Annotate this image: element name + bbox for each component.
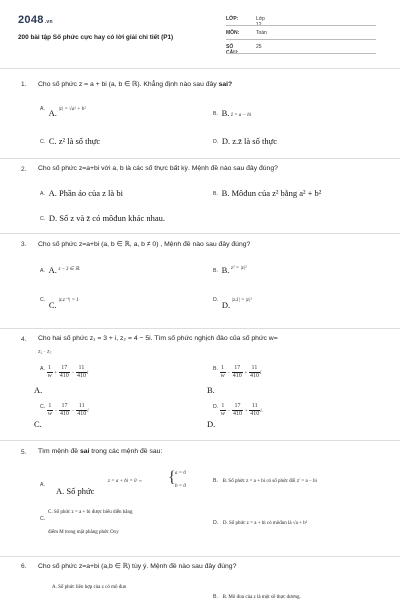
sign: + [244, 371, 248, 377]
option-b[interactable] [213, 365, 261, 380]
meta-count-value: 25 [256, 44, 262, 50]
option-a[interactable] [52, 584, 126, 590]
document-header [0, 0, 400, 64]
denominator: w [220, 411, 225, 417]
denominator: 410 [250, 411, 260, 417]
divider [0, 158, 400, 159]
option-key: D. [213, 297, 219, 303]
option-c[interactable] [40, 213, 165, 223]
fraction [249, 403, 260, 418]
system-line-1: a = 0 [175, 471, 186, 476]
divider [0, 440, 400, 441]
numerator: 11 [249, 365, 260, 373]
numerator: 17 [59, 365, 70, 373]
question-text-bold: sai? [218, 81, 233, 88]
option-label: B. [221, 265, 230, 275]
denominator: 410 [249, 373, 259, 379]
option-key: A. [40, 106, 45, 112]
sign: − [227, 371, 231, 377]
option-d[interactable] [213, 297, 252, 310]
option-label: A. Số phức liên hợp của z có mô đun [52, 585, 127, 590]
option-label: D. [207, 419, 216, 429]
option-label: D. Số z và z̄ có môđun khác nhau. [48, 213, 165, 223]
question-number: 4. [21, 336, 27, 343]
option-label: D. [221, 300, 231, 310]
logo-text: 2048 [18, 14, 44, 26]
fraction [220, 403, 226, 418]
option-key: D. [213, 520, 219, 526]
sign: + [54, 371, 58, 377]
option-math: |z.z̄| = |z|² [231, 298, 252, 303]
question-text-main: Tìm mệnh đề [38, 448, 80, 455]
option-key: D. [213, 404, 219, 411]
question-text: Cho hai số phức z₁ = 3 + i, z₂ = 4 − 5i. Tìm số phức nghịch đảo của số phức w= [38, 335, 278, 342]
question-text: Cho số phức z=a+bi (a, b ∈ ℝ, a, b ≠ 0) , Mệnh đề nào sau đây đúng? [38, 241, 251, 248]
numerator: 17 [232, 403, 243, 411]
question-number: 1. [21, 81, 27, 88]
option-label: B. Số phức z = a + bi có số phức đối z′ = a − bi [222, 479, 317, 484]
question-text-bold: sai [79, 448, 90, 455]
fraction [47, 365, 53, 380]
fraction [220, 365, 226, 380]
divider [0, 328, 400, 329]
option-d[interactable] [213, 136, 277, 146]
fraction [232, 403, 243, 418]
option-d[interactable] [213, 403, 263, 418]
option-b[interactable] [213, 478, 317, 484]
fraction [249, 365, 260, 380]
denominator: 410 [60, 411, 70, 417]
meta-divider [226, 53, 376, 54]
option-label: C. [34, 419, 42, 429]
option-math: z̄ = a − bi [231, 113, 252, 118]
option-b[interactable] [213, 265, 247, 275]
system-line-2: b = 0 [175, 484, 186, 489]
denominator: 410 [77, 411, 87, 417]
question-text-after: trong các mệnh đề sau: [89, 448, 163, 455]
site-logo[interactable] [18, 14, 53, 26]
question-text: Cho số phức z=a+bi (a,b ∈ ℝ) tùy ý. Mệnh đề nào sau đây đúng? [38, 563, 237, 570]
option-label: B. [221, 108, 230, 118]
meta-class-value: Lớp 12 [256, 16, 265, 28]
question-number: 6. [21, 563, 27, 570]
option-key: B. [213, 366, 218, 373]
meta-class-key: LỚP: [226, 16, 239, 22]
meta-count-key: SỐ CÂU: [226, 44, 239, 56]
option-a[interactable] [40, 365, 88, 380]
logo-suffix: .vn [44, 19, 53, 25]
option-b-label [207, 385, 215, 395]
sign: − [71, 371, 75, 377]
option-math: z = a + bi = 0 ⇔ [108, 479, 143, 484]
divider [0, 233, 400, 234]
option-key: A. [40, 482, 45, 488]
option-key: A. [40, 366, 45, 373]
option-label-continued: điểm M trong mặt phẳng phức Oxy [48, 530, 119, 535]
meta-divider [226, 25, 376, 26]
numerator: 1 [221, 403, 225, 409]
denominator: w [47, 373, 52, 379]
imaginary-unit: i [260, 409, 262, 415]
option-key: D. [213, 139, 219, 145]
fraction [76, 403, 87, 418]
question-text-main: Cho số phức z = a + bi (a, b ∈ ℝ). Khẳng định nào sau đây [38, 81, 219, 88]
option-label: A. Số phức [56, 486, 95, 496]
option-key: A. [40, 191, 45, 197]
numerator: 11 [76, 403, 87, 411]
sign: + [244, 409, 248, 415]
option-math: z − z̄ ∈ ℝ. [58, 267, 81, 272]
option-label: D. Số phức z = a + bi có môđun là √a + b² [222, 521, 308, 526]
option-math: |z| = √a² + b² [58, 107, 86, 112]
denominator: w [47, 411, 52, 417]
option-d[interactable] [213, 520, 307, 526]
option-b[interactable] [213, 188, 321, 198]
sign: − [71, 409, 75, 415]
fraction [76, 365, 87, 380]
numerator: 1 [48, 365, 52, 371]
option-label: B. [207, 385, 215, 395]
denominator: 410 [76, 373, 86, 379]
divider [0, 556, 400, 557]
meta-subject-value: Toán [256, 30, 267, 36]
question-number: 5. [21, 449, 27, 456]
denominator: 410 [59, 373, 69, 379]
option-label: A. [48, 108, 57, 118]
option-math: z² = |z|² [231, 266, 247, 271]
numerator: 11 [76, 365, 87, 373]
option-c[interactable] [40, 297, 79, 310]
option-a[interactable] [40, 265, 80, 275]
question-number: 2. [21, 166, 27, 173]
option-key: B. [213, 478, 218, 484]
numerator: 17 [232, 365, 243, 373]
option-label: D. z.z̄ là số thực [221, 136, 277, 146]
option-d-label [207, 419, 215, 429]
sign: − [227, 409, 231, 415]
option-c[interactable] [40, 403, 89, 418]
option-a-label [34, 385, 42, 395]
numerator: 1 [48, 403, 52, 409]
numerator: 1 [221, 365, 225, 371]
option-key: C. [40, 297, 46, 303]
denominator: 410 [232, 373, 242, 379]
denominator: w [220, 373, 225, 379]
option-label: C. z² là số thực [48, 136, 101, 146]
fraction [47, 403, 53, 418]
question-text [38, 448, 162, 455]
meta-subject-key: MÔN: [226, 30, 240, 36]
option-key: B. [213, 268, 218, 274]
option-a[interactable] [40, 108, 86, 118]
question-text [38, 80, 232, 88]
document-title: 200 bài tập Số phức cực hay có lời giải chi tiết (P1) [18, 34, 174, 41]
option-key: B. [213, 594, 218, 600]
option-a[interactable] [40, 188, 123, 198]
fraction [232, 365, 243, 380]
option-label: C. [48, 300, 57, 310]
option-key: A. [40, 268, 45, 274]
imaginary-unit: i [86, 371, 89, 377]
divider [0, 68, 400, 69]
option-label: A. [34, 385, 43, 395]
option-label: A. Phần ảo của z là bi [48, 188, 123, 198]
question-text-continued: z₁ · z₂ [38, 349, 52, 355]
imaginary-unit: i [259, 371, 262, 377]
option-key: B. [213, 191, 218, 197]
sign: − [54, 409, 58, 415]
imaginary-unit: i [87, 409, 89, 415]
option-label: C. Số phức z = a + bi được biểu diễn bằng [48, 510, 133, 515]
meta-divider [226, 39, 376, 40]
option-label: A. [48, 265, 57, 275]
option-c-label [34, 419, 42, 429]
question-number: 3. [21, 241, 27, 248]
brace-icon: { [168, 469, 176, 486]
question-text: Cho số phức z=a+bi với a, b là các số thực bất kỳ. Mệnh đề nào sau đây đúng? [38, 165, 278, 172]
fraction [59, 365, 70, 380]
denominator: 410 [233, 411, 243, 417]
option-math: |z.z⁻¹| = 1 [58, 298, 79, 303]
option-key: C. [40, 139, 46, 145]
option-key: C. [40, 516, 46, 522]
option-c[interactable] [40, 136, 100, 146]
numerator: 17 [59, 403, 70, 411]
period: . [261, 409, 263, 415]
numerator: 11 [249, 403, 260, 411]
fraction [59, 403, 70, 418]
option-key: B. [213, 111, 218, 117]
option-key: C. [40, 404, 46, 411]
option-label: B. Mô đun của z là một số thực dương. [222, 595, 301, 600]
option-b[interactable] [213, 108, 251, 118]
option-key: C. [40, 216, 46, 222]
option-label: B. Môđun của z² bằng a² + b² [221, 188, 322, 198]
option-b[interactable] [213, 594, 301, 600]
